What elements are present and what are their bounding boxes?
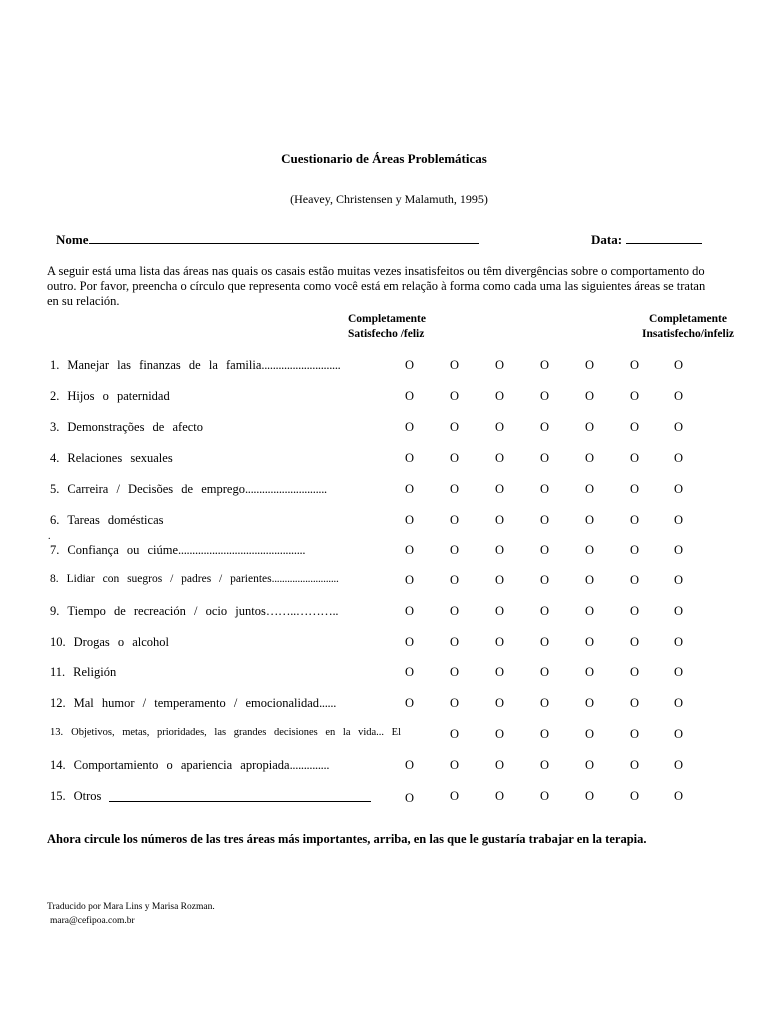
rating-circle[interactable]: O	[674, 451, 684, 465]
item-number: 14.	[50, 758, 66, 772]
rating-circle[interactable]: O	[540, 696, 550, 710]
scale-left-line1: Completamente	[348, 313, 426, 325]
item-label	[50, 451, 173, 466]
rating-circle[interactable]: O	[450, 665, 460, 679]
item-label	[50, 665, 116, 680]
item-text: Hijos o paternidad	[67, 389, 170, 403]
rating-circle[interactable]: O	[540, 573, 550, 587]
rating-circle[interactable]: O	[495, 789, 505, 803]
rating-circle[interactable]: O	[674, 665, 684, 679]
rating-circle[interactable]: O	[450, 789, 460, 803]
rating-circle[interactable]: O	[674, 482, 684, 496]
rating-circle[interactable]: O	[405, 358, 415, 372]
item-number: 4.	[50, 451, 60, 465]
rating-circle[interactable]: O	[495, 389, 505, 403]
item-label	[50, 543, 305, 558]
item-label	[50, 789, 101, 804]
rating-circle[interactable]: O	[585, 573, 595, 587]
rating-circle[interactable]: O	[495, 635, 505, 649]
rating-circle[interactable]: O	[540, 604, 550, 618]
translator-credit: Traducido por Mara Lins y Marisa Rozman.	[47, 902, 215, 912]
rating-circle[interactable]: O	[585, 358, 595, 372]
rating-circle[interactable]: O	[585, 420, 595, 434]
item-text: Relaciones sexuales	[67, 451, 173, 465]
rating-circle[interactable]: O	[540, 543, 550, 557]
rating-circle[interactable]: O	[405, 389, 415, 403]
item-number: 15.	[50, 789, 66, 803]
item-label	[50, 696, 336, 711]
intro-paragraph: A seguir está uma lista das áreas nas quais os casais estão muitas vezes insatisfeitos ou têm divergências sobre o comportamento do outro. Por favor, preencha o círculo que representa como você está em relação à forma como cada uma las siguientes áreas se tratan en su relación.	[47, 264, 706, 308]
rating-circle[interactable]: O	[540, 513, 550, 527]
name-field[interactable]	[56, 231, 479, 248]
rating-circle[interactable]: O	[405, 635, 415, 649]
rating-circle[interactable]: O	[405, 420, 415, 434]
rating-circle[interactable]: O	[585, 389, 595, 403]
closing-instruction: Ahora circule los números de las tres áreas más importantes, arriba, en las que le gustaría trabajar en la terapia.	[47, 832, 647, 846]
name-blank-line[interactable]	[89, 231, 479, 244]
date-blank-line[interactable]	[626, 231, 702, 244]
rating-circle[interactable]: O	[674, 758, 684, 772]
name-label: Nome	[56, 232, 89, 247]
stray-dot: .	[48, 531, 51, 542]
item-leader: ..........................	[271, 573, 339, 585]
rating-circle[interactable]: O	[540, 451, 550, 465]
rating-circle[interactable]: O	[450, 513, 460, 527]
rating-circle[interactable]: O	[495, 758, 505, 772]
rating-circle[interactable]: O	[495, 604, 505, 618]
item-label	[50, 635, 169, 650]
rating-circle[interactable]: O	[585, 543, 595, 557]
rating-circle[interactable]: O	[540, 358, 550, 372]
item-number: 13.	[50, 727, 64, 738]
rating-circle[interactable]: O	[405, 758, 415, 772]
item-leader: ......	[319, 696, 337, 710]
rating-circle[interactable]: O	[540, 758, 550, 772]
scale-right-line2: Insatisfecho/infeliz	[642, 328, 734, 340]
item-label	[50, 573, 339, 585]
rating-circle[interactable]: O	[495, 543, 505, 557]
item-leader: ..............	[289, 758, 330, 772]
item-label	[50, 358, 341, 373]
item-number: 7.	[50, 543, 60, 557]
scale-left-header	[348, 312, 426, 342]
item-number: 8.	[50, 573, 59, 585]
rating-circle[interactable]: O	[630, 635, 640, 649]
rating-circle[interactable]: O	[450, 420, 460, 434]
rating-circle[interactable]: O	[405, 543, 415, 557]
rating-circle[interactable]: O	[630, 696, 640, 710]
rating-circle[interactable]: O	[630, 727, 640, 741]
rating-circle[interactable]: O	[540, 389, 550, 403]
date-field[interactable]	[591, 231, 702, 248]
rating-circle[interactable]: O	[630, 482, 640, 496]
rating-circle[interactable]: O	[630, 758, 640, 772]
item-text: Religión	[73, 665, 117, 679]
rating-circle[interactable]: O	[450, 573, 460, 587]
rating-circle[interactable]: O	[495, 358, 505, 372]
citation: (Heavey, Christensen y Malamuth, 1995)	[290, 192, 488, 206]
contact-email: mara@cefipoa.com.br	[50, 916, 135, 926]
rating-circle[interactable]: O	[674, 543, 684, 557]
rating-circle[interactable]: O	[674, 420, 684, 434]
rating-circle[interactable]: O	[495, 513, 505, 527]
rating-circle[interactable]: O	[585, 635, 595, 649]
item-number: 2.	[50, 389, 60, 403]
page-title: Cuestionario de Áreas Problemáticas	[281, 151, 487, 166]
rating-circle[interactable]: O	[630, 665, 640, 679]
rating-circle[interactable]: O	[585, 727, 595, 741]
item-text: Tiempo de recreación / ocio juntos	[67, 604, 266, 618]
item-leader: .............................................	[178, 543, 306, 557]
rating-circle[interactable]: O	[585, 482, 595, 496]
rating-circle[interactable]: O	[630, 789, 640, 803]
item-text: Objetivos, metas, prioridades, las grandes decisiones en la vida... El	[71, 727, 402, 738]
rating-circle[interactable]: O	[674, 389, 684, 403]
rating-circle[interactable]: O	[405, 513, 415, 527]
item-text: Lidiar con suegros / padres / parientes	[66, 573, 272, 585]
item-leader: ……..………..	[265, 604, 339, 618]
rating-circle[interactable]: O	[585, 789, 595, 803]
rating-circle[interactable]: O	[585, 665, 595, 679]
item-number: 6.	[50, 513, 60, 527]
item-number: 10.	[50, 635, 66, 649]
rating-circle[interactable]: O	[495, 665, 505, 679]
rating-circle[interactable]: O	[674, 696, 684, 710]
rating-circle[interactable]: O	[674, 358, 684, 372]
rating-circle[interactable]: O	[450, 389, 460, 403]
rating-circle[interactable]: O	[450, 358, 460, 372]
item-label	[50, 727, 401, 738]
item-number: 11.	[50, 665, 66, 679]
item-label	[50, 513, 163, 528]
item-number: 1.	[50, 358, 60, 372]
rating-circle[interactable]: O	[585, 604, 595, 618]
rating-circle[interactable]: O	[495, 727, 505, 741]
item-text: Drogas o alcohol	[73, 635, 170, 649]
item-number: 5.	[50, 482, 60, 496]
rating-circle[interactable]: O	[674, 513, 684, 527]
rating-circle[interactable]: O	[450, 482, 460, 496]
scale-left-line2: Satisfecho /feliz	[348, 328, 425, 340]
item-number: 3.	[50, 420, 60, 434]
rating-circle[interactable]: O	[540, 665, 550, 679]
date-label: Data:	[591, 232, 623, 247]
item-text: Otros	[73, 789, 102, 803]
item-leader: .............................	[244, 482, 327, 496]
rating-circle[interactable]: O	[540, 789, 550, 803]
item-text: Mal humor / temperamento / emocionalidad	[73, 696, 320, 710]
item-text: Manejar las finanzas de la familia	[67, 358, 262, 372]
rating-circle[interactable]: O	[405, 482, 415, 496]
rating-circle[interactable]: O	[630, 604, 640, 618]
rating-circle[interactable]: O	[495, 696, 505, 710]
item-label	[50, 420, 203, 435]
rating-circle[interactable]: O	[630, 513, 640, 527]
item-number: 12.	[50, 696, 66, 710]
rating-circle[interactable]: O	[495, 573, 505, 587]
rating-circle[interactable]: O	[674, 789, 684, 803]
rating-circle[interactable]: O	[450, 727, 460, 741]
rating-circle[interactable]: O	[674, 635, 684, 649]
rating-circle[interactable]: O	[495, 482, 505, 496]
rating-circle[interactable]: O	[450, 543, 460, 557]
rating-circle[interactable]: O	[450, 451, 460, 465]
item-label	[50, 604, 338, 619]
rating-circle[interactable]: O	[540, 420, 550, 434]
rating-circle[interactable]: O	[674, 604, 684, 618]
rating-circle[interactable]: O	[405, 451, 415, 465]
rating-circle[interactable]: O	[540, 635, 550, 649]
item-text: Demonstrações de afecto	[67, 420, 204, 434]
rating-circle[interactable]: O	[405, 791, 415, 805]
item-text: Comportamiento o apariencia apropiada	[73, 758, 290, 772]
rating-circle[interactable]: O	[585, 451, 595, 465]
item-text: Confiança ou ciúme	[67, 543, 179, 557]
rating-circle[interactable]: O	[405, 604, 415, 618]
rating-circle[interactable]: O	[405, 573, 415, 587]
rating-circle[interactable]: O	[630, 389, 640, 403]
rating-circle[interactable]: O	[540, 727, 550, 741]
item-text: Tareas domésticas	[67, 513, 164, 527]
rating-circle[interactable]: O	[630, 358, 640, 372]
rating-circle[interactable]: O	[630, 543, 640, 557]
rating-circle[interactable]: O	[630, 420, 640, 434]
item-number: 9.	[50, 604, 60, 618]
rating-circle[interactable]: O	[585, 696, 595, 710]
scale-right-line1: Completamente	[649, 313, 727, 325]
scale-right-header	[642, 312, 734, 342]
rating-circle[interactable]: O	[495, 420, 505, 434]
rating-circle[interactable]: O	[405, 665, 415, 679]
rating-circle[interactable]: O	[450, 604, 460, 618]
rating-circle[interactable]: O	[495, 451, 505, 465]
rating-circle[interactable]: O	[630, 451, 640, 465]
rating-circle[interactable]: O	[674, 727, 684, 741]
rating-circle[interactable]: O	[630, 573, 640, 587]
rating-circle[interactable]: O	[585, 758, 595, 772]
rating-circle[interactable]: O	[674, 573, 684, 587]
item-label	[50, 758, 329, 773]
otros-blank-line[interactable]	[109, 801, 371, 802]
rating-circle[interactable]: O	[540, 482, 550, 496]
rating-circle[interactable]: O	[405, 696, 415, 710]
item-label	[50, 389, 170, 404]
item-text: Carreira / Decisões de emprego	[67, 482, 245, 496]
rating-circle[interactable]: O	[450, 635, 460, 649]
item-leader: ............................	[261, 358, 341, 372]
rating-circle[interactable]: O	[450, 696, 460, 710]
rating-circle[interactable]: O	[585, 513, 595, 527]
item-label	[50, 482, 327, 497]
rating-circle[interactable]: O	[450, 758, 460, 772]
